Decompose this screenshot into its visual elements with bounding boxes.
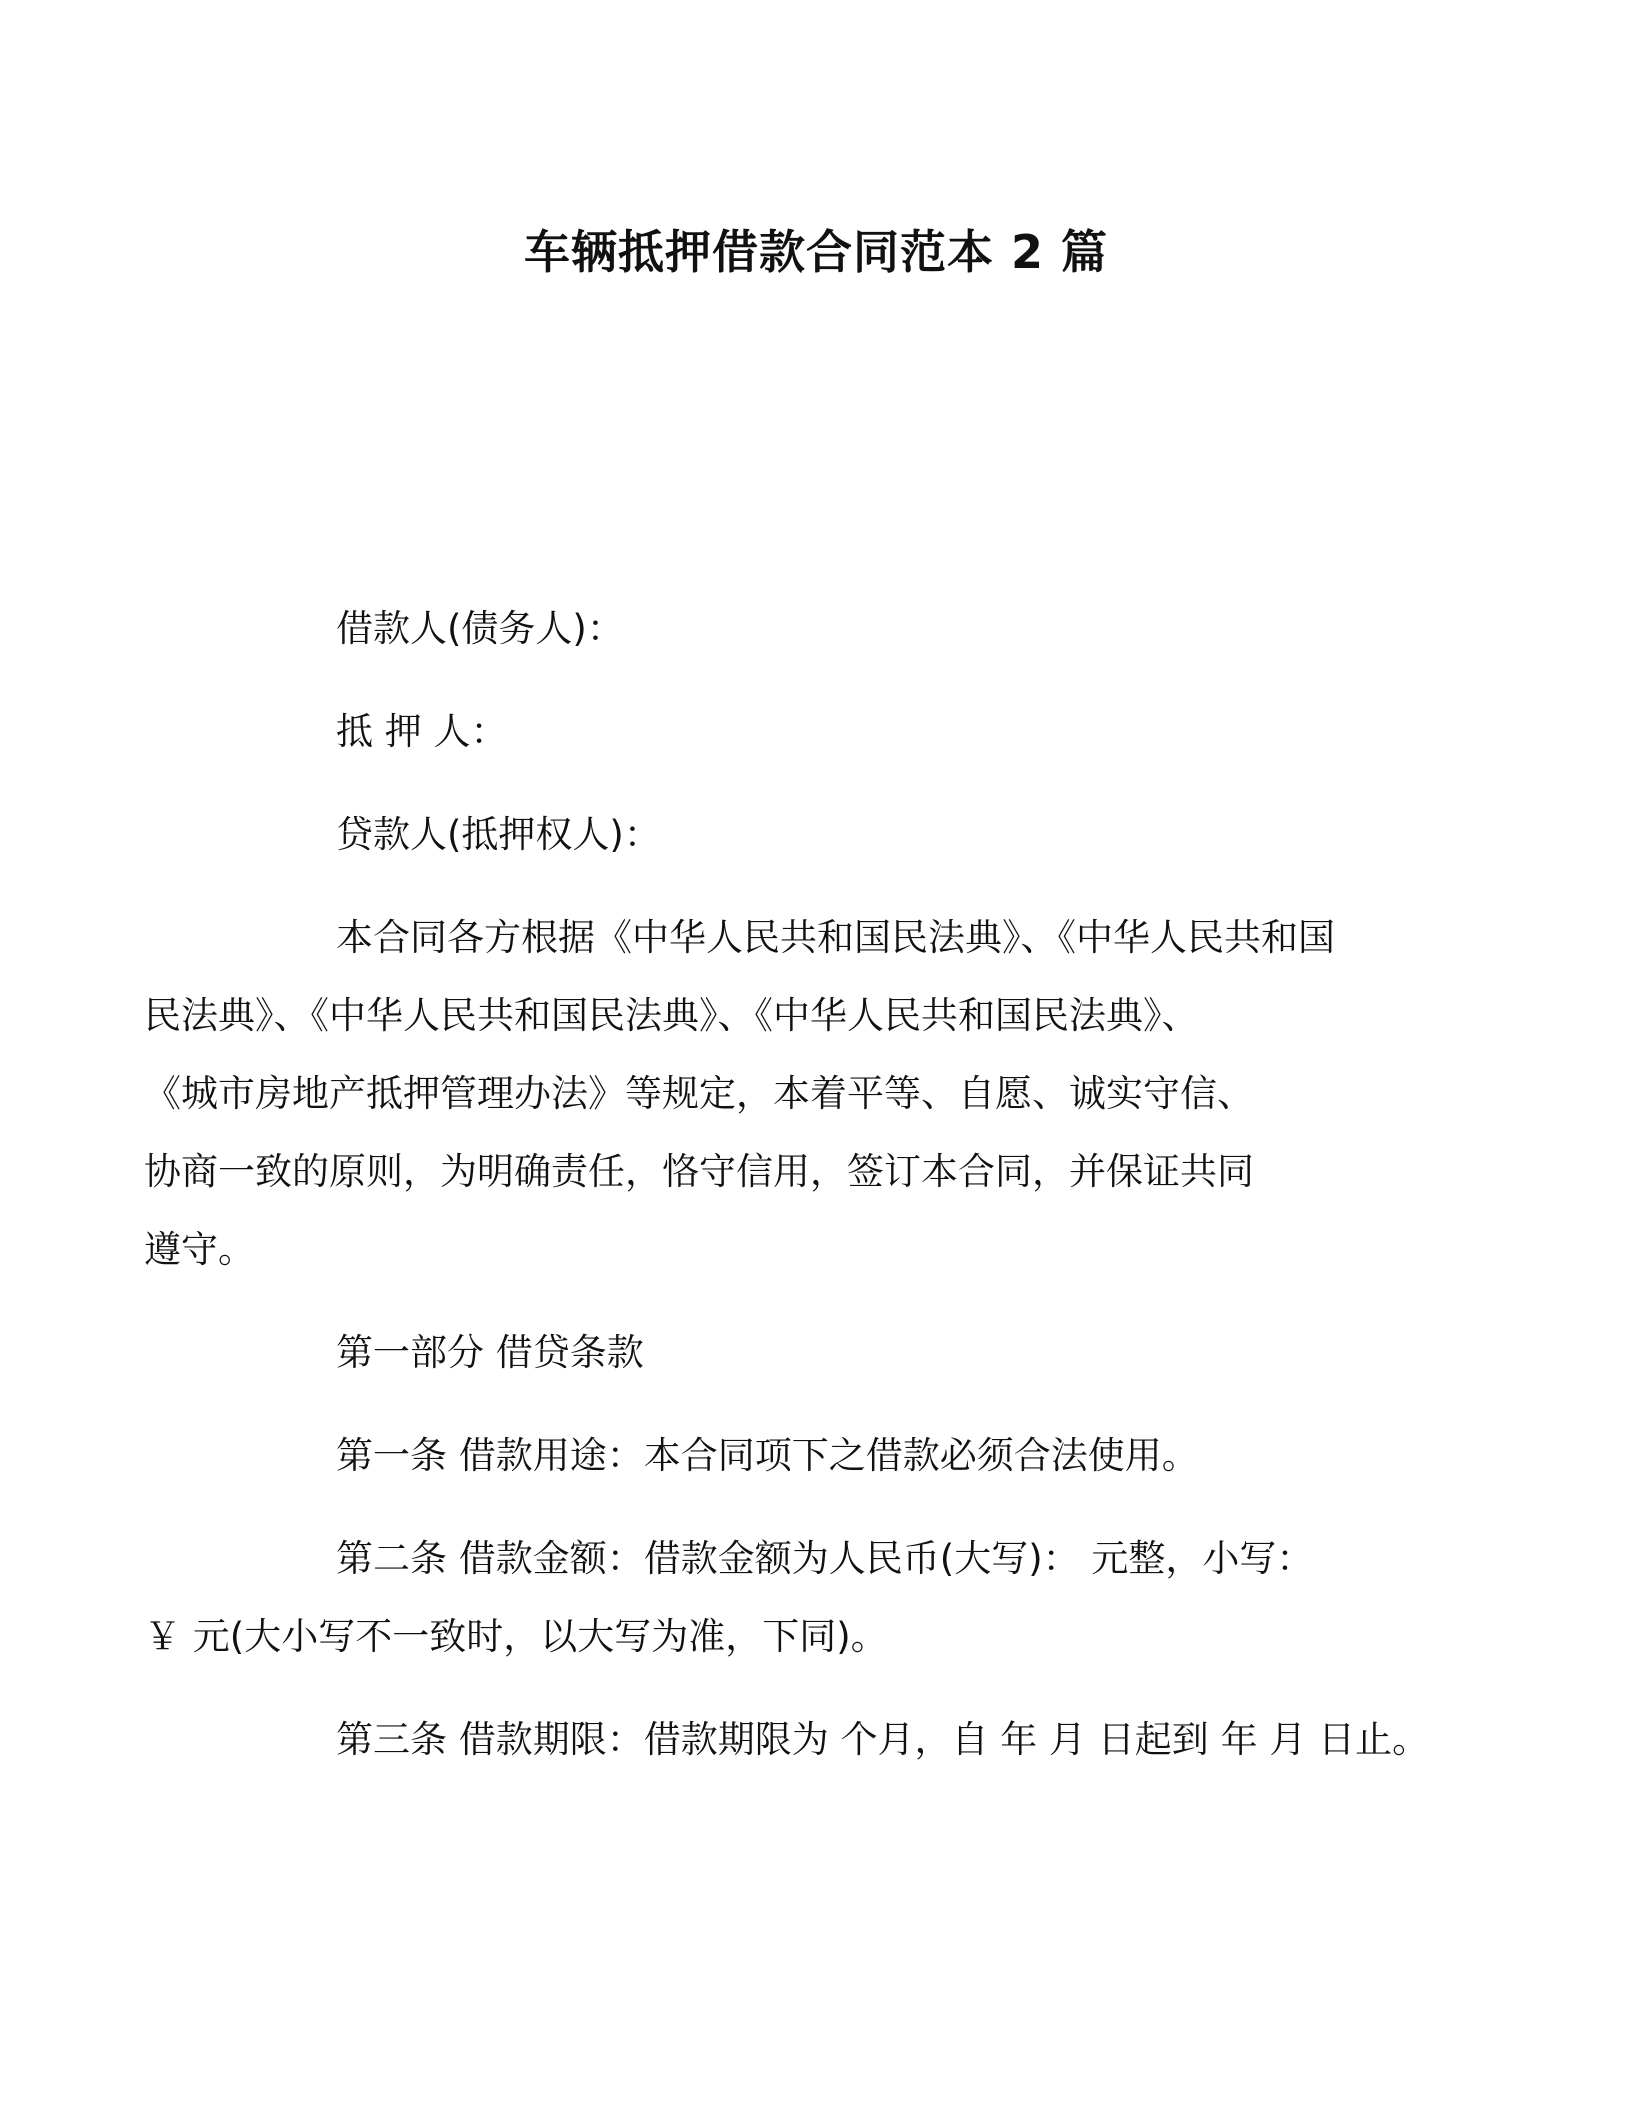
preamble-line: 《城市房地产抵押管理办法》等规定，本着平等、自愿、诚实守信、 xyxy=(144,1072,1254,1115)
article-3: 第三条 借款期限：借款期限为 个月，自 年 月 日起到 年 月 日止。 xyxy=(336,1718,1430,1761)
part-one-heading: 第一部分 借贷条款 xyxy=(336,1331,644,1374)
preamble-paragraph xyxy=(144,899,1390,1289)
article-2-line: ￥ 元(大小写不一致时，以大写为准，下同)。 xyxy=(144,1615,888,1658)
article-1: 第一条 借款用途：本合同项下之借款必须合法使用。 xyxy=(336,1434,1199,1477)
lender-line: 贷款人(抵押权人)： xyxy=(336,813,661,856)
mortgagor-line: 抵 押 人： xyxy=(336,710,508,753)
borrower-line: 借款人(债务人)： xyxy=(336,607,624,650)
preamble-line: 民法典》、《中华人民共和国民法典》、《中华人民共和国民法典》、 xyxy=(144,994,1199,1037)
document-title: 车辆抵押借款合同范本 2 篇 xyxy=(523,225,1109,279)
preamble-line: 协商一致的原则，为明确责任，恪守信用，签订本合同，并保证共同 xyxy=(144,1150,1254,1193)
article-2 xyxy=(144,1520,1390,1676)
preamble-line: 遵守。 xyxy=(144,1228,255,1271)
document-body xyxy=(144,590,1430,1804)
preamble-line: 本合同各方根据《中华人民共和国民法典》、《中华人民共和国 xyxy=(336,916,1335,959)
article-2-line: 第二条 借款金额：借款金额为人民币(大写)： 元整，小写： xyxy=(336,1537,1314,1580)
